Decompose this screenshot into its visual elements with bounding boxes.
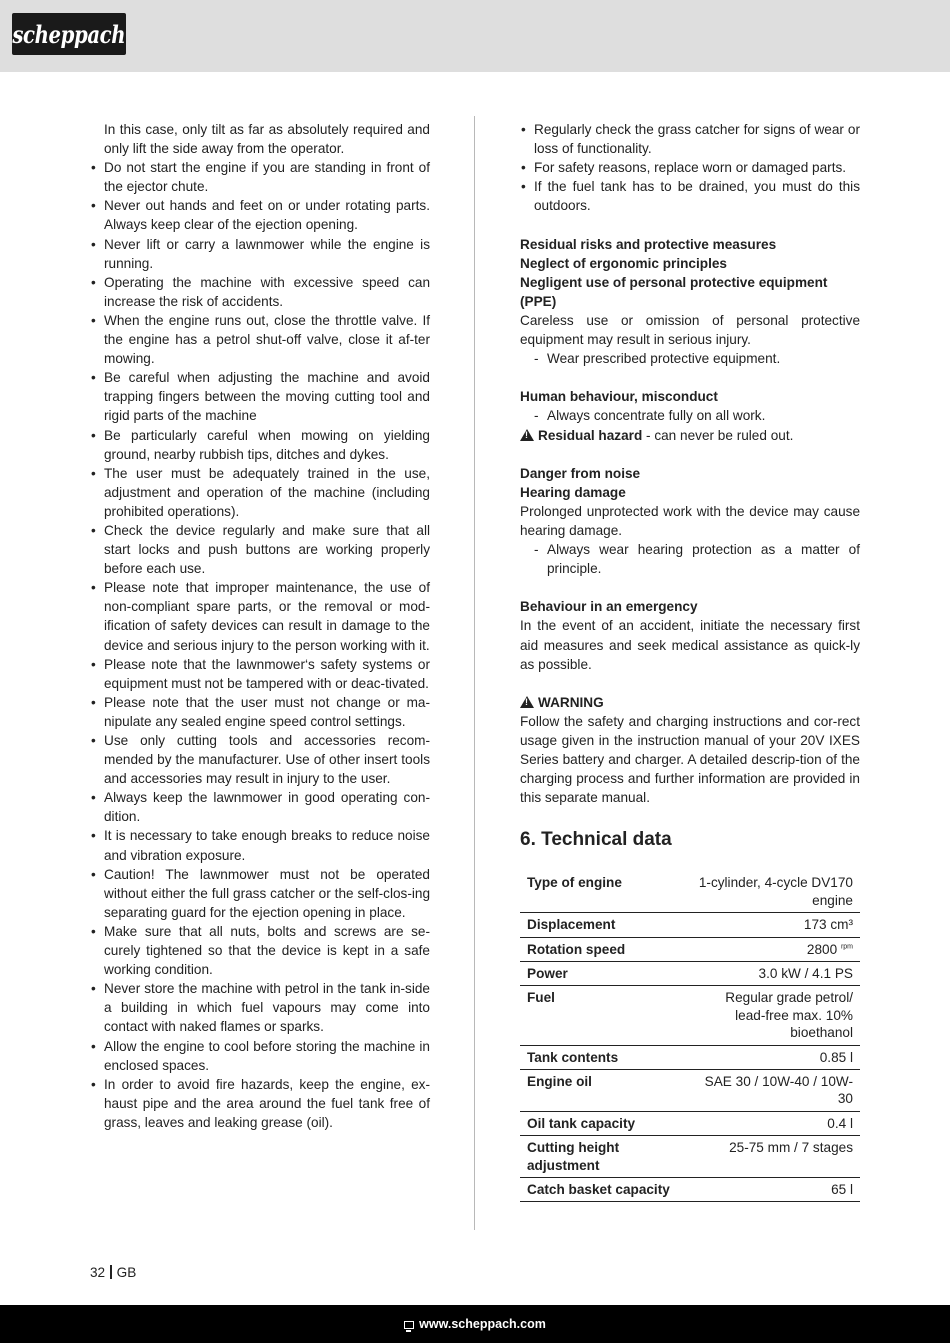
page-footer — [0, 1305, 950, 1343]
behaviour-dash-list — [520, 406, 860, 425]
noise-heading: Danger from noise — [520, 465, 641, 481]
list-item: • In order to avoid fire hazards, keep the engine, ex-haust pipe and the area around the fuel tank free of grass, leaves and leaking grease (oil). — [90, 1075, 430, 1132]
table-key: Oil tank capacity — [520, 1111, 690, 1135]
list-item: • Make sure that all nuts, bolts and screws are se-curely tightened so that the device is kept in a safe working condition. — [90, 922, 430, 979]
list-item: • Regularly check the grass catcher for signs of wear or loss of functionality. — [520, 120, 860, 158]
table-key: Power — [520, 962, 690, 986]
list-item: • Check the device regularly and make sure that all start locks and push buttons are working properly before each use. — [90, 521, 430, 578]
noise-dash-list — [520, 540, 860, 578]
residual-risks-heading: Residual risks and protective measures — [520, 236, 777, 252]
page-header — [0, 0, 950, 72]
rotation-value: 2800 — [806, 941, 838, 957]
table-key: Engine oil — [520, 1070, 690, 1112]
warning-label: WARNING — [538, 694, 604, 710]
list-item: • The user must be adequately trained in the use, adjustment and operation of the machine (including prohibited operations). — [90, 464, 430, 521]
list-item: • Please note that the lawnmower‘s safety systems or equipment must not be tampered with or deac-tivated. — [90, 655, 430, 693]
left-column — [90, 120, 430, 1132]
table-row — [520, 1111, 860, 1135]
table-key: Cutting height adjustment — [520, 1136, 690, 1178]
list-item: - Always wear hearing protection as a matter of principle. — [520, 540, 860, 578]
page-number — [90, 1265, 136, 1280]
logo-text: scheppach — [12, 19, 126, 49]
list-item: • Caution! The lawnmower must not be operated without either the full grass catcher or the self-clos-ing separating guard for the ejection opening in place. — [90, 865, 430, 922]
list-item: • Never lift or carry a lawnmower while the engine is running. — [90, 235, 430, 273]
list-item: • When the engine runs out, close the throttle valve. If the engine has a petrol shut-off valve, close it af-ter mowing. — [90, 311, 430, 368]
table-row — [520, 1045, 860, 1069]
list-item: - Wear prescribed protective equipment. — [520, 349, 860, 368]
technical-data-table — [520, 871, 860, 1202]
safety-bullet-list — [90, 158, 430, 1132]
residual-hazard-label: Residual hazard — [538, 427, 643, 443]
list-item: • Always keep the lawnmower in good operating con-dition. — [90, 788, 430, 826]
language-code: GB — [116, 1265, 137, 1280]
list-item: • Please note that improper maintenance, the use of non-compliant spare parts, or the removal or mod-ification of safety devices can result in damage to the device and serious injury to the person working with it. — [90, 578, 430, 654]
page-number-value: 32 — [90, 1265, 106, 1280]
ppe-dash-list — [520, 349, 860, 368]
list-item: • Allow the engine to cool before storing the machine in enclosed spaces. — [90, 1037, 430, 1075]
table-value: 3.0 kW / 4.1 PS — [690, 962, 860, 986]
table-key: Fuel — [520, 986, 690, 1045]
emergency-text: In the event of an accident, initiate the necessary first aid measures and seek medical assistance as quick-ly as possible. — [520, 618, 860, 672]
footer-url[interactable]: www.scheppach.com — [419, 1317, 546, 1331]
hearing-heading: Hearing damage — [520, 484, 626, 500]
table-row — [520, 937, 860, 961]
table-value: 25-75 mm / 7 stages — [690, 1136, 860, 1178]
table-key: Tank contents — [520, 1045, 690, 1069]
table-value: 1-cylinder, 4-cycle DV170 engine — [690, 871, 860, 912]
safety-bullet-list-continued — [520, 120, 860, 215]
table-row — [520, 871, 860, 912]
column-divider — [474, 116, 475, 1230]
table-row — [520, 913, 860, 937]
table-row — [520, 1178, 860, 1202]
residual-hazard-line — [520, 426, 860, 445]
list-item: • Please note that the user must not change or ma-nipulate any sealed engine speed control settings. — [90, 693, 430, 731]
list-item: • Never store the machine with petrol in the tank in-side a building in which fuel vapours may come into contact with naked flames or sparks. — [90, 979, 430, 1036]
footer-link[interactable] — [404, 1317, 546, 1331]
ppe-text: Careless use or omission of personal protective equipment may result in serious injury. — [520, 312, 860, 348]
table-row — [520, 1136, 860, 1178]
table-row — [520, 1070, 860, 1112]
table-value — [690, 937, 860, 961]
monitor-icon — [404, 1321, 414, 1329]
residual-hazard-text: - can never be ruled out. — [642, 427, 794, 443]
scheppach-logo — [12, 13, 126, 55]
table-value: 0.4 l — [690, 1111, 860, 1135]
table-value: 0.85 l — [690, 1045, 860, 1069]
table-value: 173 cm³ — [690, 913, 860, 937]
warning-text: Follow the safety and charging instructions and cor-rect usage given in the instruction manual of your 20V IXES Series battery and charger. A detailed descrip-tion of the charging process and further information are provided in this separate manual. — [520, 713, 860, 806]
emergency-heading: Behaviour in an emergency — [520, 599, 698, 615]
table-row — [520, 986, 860, 1045]
table-key: Type of engine — [520, 871, 690, 912]
human-behaviour-heading: Human behaviour, misconduct — [520, 389, 718, 405]
table-key: Rotation speed — [520, 937, 690, 961]
warning-triangle-icon — [520, 429, 534, 441]
intro-text: In this case, only tilt as far as absolutely required and only lift the side away from the operator. — [104, 122, 430, 157]
page-number-separator — [110, 1265, 112, 1279]
warning-triangle-icon — [520, 696, 534, 708]
table-value: 65 l — [690, 1178, 860, 1202]
list-item: - Always concentrate fully on all work. — [520, 406, 860, 425]
ergonomic-heading: Neglect of ergonomic principles — [520, 255, 727, 271]
table-value: Regular grade petrol/ lead-free max. 10% bioethanol — [690, 986, 860, 1045]
list-item: • Operating the machine with excessive speed can increase the risk of accidents. — [90, 273, 430, 311]
list-item: • Be careful when adjusting the machine and avoid trapping fingers between the moving cutting tool and rigid parts of the machine — [90, 368, 430, 425]
table-value: SAE 30 / 10W-40 / 10W-30 — [690, 1070, 860, 1112]
section-title: 6. Technical data — [520, 829, 672, 851]
table-row — [520, 962, 860, 986]
ppe-heading: Negligent use of personal protective equipment (PPE) — [520, 274, 828, 309]
list-item: • It is necessary to take enough breaks to reduce noise and vibration exposure. — [90, 826, 430, 864]
list-item: • If the fuel tank has to be drained, you must do this outdoors. — [520, 177, 860, 215]
table-key: Catch basket capacity — [520, 1178, 690, 1202]
table-key: Displacement — [520, 913, 690, 937]
list-item: • Never out hands and feet on or under rotating parts. Always keep clear of the ejection opening. — [90, 196, 430, 234]
warning-heading — [520, 693, 860, 712]
right-column — [520, 120, 860, 1202]
list-item: • Be particularly careful when mowing on yielding ground, nearby rubbish tips, ditches and dykes. — [90, 426, 430, 464]
list-item: • Do not start the engine if you are standing in front of the ejector chute. — [90, 158, 430, 196]
list-item: • Use only cutting tools and accessories recom-mended by the manufacturer. Use of other insert tools and accessories may result in injury to the user. — [90, 731, 430, 788]
noise-text: Prolonged unprotected work with the device may cause hearing damage. — [520, 503, 860, 538]
list-item: • For safety reasons, replace worn or damaged parts. — [520, 158, 860, 177]
rpm-unit: rpm — [840, 943, 853, 951]
